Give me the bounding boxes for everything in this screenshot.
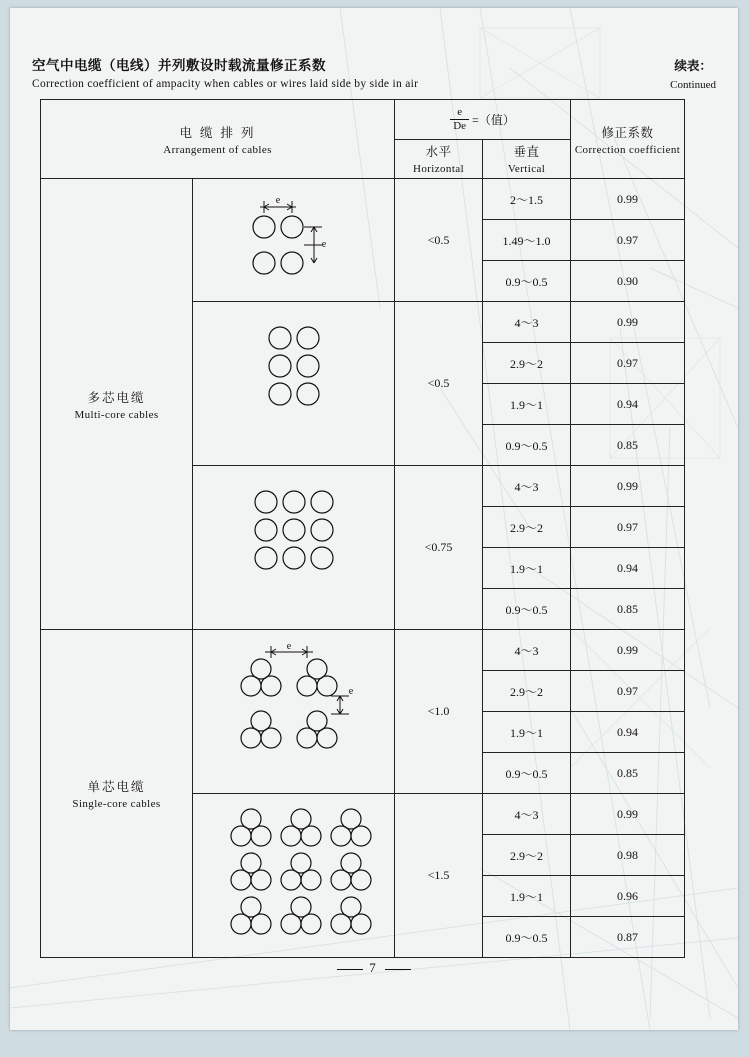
correction-coefficient-value: 0.90 xyxy=(571,261,685,302)
horizontal-ratio-value: <1.5 xyxy=(395,794,483,958)
ratio-equals-label: =（值） xyxy=(472,112,515,127)
ratio-fraction xyxy=(450,106,469,132)
vertical-ratio-value: 2.9～2 xyxy=(483,671,571,712)
vertical-ratio-value: 4～3 xyxy=(483,302,571,343)
page-header xyxy=(32,54,716,91)
vertical-ratio-value: 1.9～1 xyxy=(483,712,571,753)
table-row xyxy=(41,179,685,220)
footer-rule-right xyxy=(385,969,411,970)
correction-coefficient-value: 0.97 xyxy=(571,671,685,712)
group-label-multicore xyxy=(41,179,193,630)
footer-rule-left xyxy=(337,969,363,970)
correction-coefficient-value: 0.97 xyxy=(571,220,685,261)
svg-text:e: e xyxy=(275,195,280,206)
correction-coefficient-value: 0.97 xyxy=(571,507,685,548)
header-coefficient-en: Correction coefficient xyxy=(574,143,681,156)
horizontal-ratio-value: <1.0 xyxy=(395,630,483,794)
header-vertical-cn: 垂直 xyxy=(513,144,540,160)
page-content xyxy=(32,54,716,958)
vertical-ratio-value: 4～3 xyxy=(483,466,571,507)
header-arrangement-cn: 电 缆 排 列 xyxy=(179,124,256,140)
table-header-row-1 xyxy=(41,100,685,140)
svg-text:e: e xyxy=(348,685,353,697)
correction-coefficient-value: 0.96 xyxy=(571,876,685,917)
correction-coefficient-value: 0.87 xyxy=(571,917,685,958)
continued-english: Continued xyxy=(670,79,716,91)
vertical-ratio-value: 1.9～1 xyxy=(483,876,571,917)
ampacity-correction-table xyxy=(40,99,685,958)
header-titles xyxy=(32,54,418,90)
header-ratio xyxy=(395,100,571,140)
correction-coefficient-value: 0.99 xyxy=(571,794,685,835)
header-coefficient xyxy=(571,100,685,179)
correction-coefficient-value: 0.85 xyxy=(571,425,685,466)
vertical-ratio-value: 1.49～1.0 xyxy=(483,220,571,261)
continued-note xyxy=(670,54,716,91)
vertical-ratio-value: 0.9～0.5 xyxy=(483,917,571,958)
title-english: Correction coefficient of ampacity when cables or wires laid side by side in air xyxy=(32,78,419,90)
group-label-singlecore-cn: 单芯电缆 xyxy=(87,779,146,794)
correction-coefficient-value: 0.94 xyxy=(571,712,685,753)
correction-coefficient-value: 0.99 xyxy=(571,302,685,343)
diagram-singlecore-trefoil-2x2-spaced xyxy=(193,630,395,794)
horizontal-ratio-value: <0.5 xyxy=(395,179,483,302)
title-chinese: 空气中电缆（电线）并列敷设时载流量修正系数 xyxy=(32,58,326,74)
group-label-multicore-en: Multi-core cables xyxy=(74,408,159,421)
diagram-multicore-2x2-spaced xyxy=(193,179,395,302)
ratio-denominator: De xyxy=(453,119,467,132)
correction-coefficient-value: 0.99 xyxy=(571,630,685,671)
header-horizontal-en: Horizontal xyxy=(412,163,465,176)
correction-coefficient-value: 0.99 xyxy=(571,466,685,507)
diagram-multicore-3x3-stack xyxy=(193,466,395,630)
vertical-ratio-value: 4～3 xyxy=(483,794,571,835)
vertical-ratio-value: 0.9～0.5 xyxy=(483,753,571,794)
correction-coefficient-value: 0.94 xyxy=(571,384,685,425)
correction-coefficient-value: 0.94 xyxy=(571,548,685,589)
header-arrangement xyxy=(41,100,395,179)
table-row xyxy=(41,630,685,671)
diagram-singlecore-trefoil-3x3 xyxy=(193,794,395,958)
vertical-ratio-value: 2～1.5 xyxy=(483,179,571,220)
ratio-numerator: e xyxy=(450,106,469,120)
group-label-singlecore xyxy=(41,630,193,958)
vertical-ratio-value: 2.9～2 xyxy=(483,507,571,548)
svg-text:e: e xyxy=(286,641,291,652)
continued-chinese: 续表： xyxy=(674,58,712,73)
vertical-ratio-value: 1.9～1 xyxy=(483,548,571,589)
header-coefficient-cn: 修正系数 xyxy=(601,124,654,140)
correction-coefficient-value: 0.99 xyxy=(571,179,685,220)
vertical-ratio-value: 4～3 xyxy=(483,630,571,671)
header-vertical-en: Vertical xyxy=(507,163,546,176)
vertical-ratio-value: 0.9～0.5 xyxy=(483,589,571,630)
vertical-ratio-value: 0.9～0.5 xyxy=(483,261,571,302)
svg-text:e: e xyxy=(321,239,326,250)
correction-coefficient-value: 0.85 xyxy=(571,753,685,794)
header-horizontal-cn: 水平 xyxy=(425,144,452,160)
correction-coefficient-value: 0.85 xyxy=(571,589,685,630)
horizontal-ratio-value: <0.75 xyxy=(395,466,483,630)
correction-coefficient-value: 0.97 xyxy=(571,343,685,384)
vertical-ratio-value: 0.9～0.5 xyxy=(483,425,571,466)
header-horizontal xyxy=(395,139,483,179)
header-arrangement-en: Arrangement of cables xyxy=(163,143,272,156)
vertical-ratio-value: 1.9～1 xyxy=(483,384,571,425)
scanned-page xyxy=(10,8,738,1030)
header-vertical xyxy=(483,139,571,179)
group-label-singlecore-en: Single-core cables xyxy=(72,798,161,810)
horizontal-ratio-value: <0.5 xyxy=(395,302,483,466)
diagram-multicore-2x3-stack xyxy=(193,302,395,466)
correction-coefficient-value: 0.98 xyxy=(571,835,685,876)
page-number: 7 xyxy=(369,960,379,975)
page-footer xyxy=(10,960,738,976)
header-ratio-expression xyxy=(395,106,570,132)
vertical-ratio-value: 2.9～2 xyxy=(483,835,571,876)
group-label-multicore-cn: 多芯电缆 xyxy=(87,389,146,405)
vertical-ratio-value: 2.9～2 xyxy=(483,343,571,384)
